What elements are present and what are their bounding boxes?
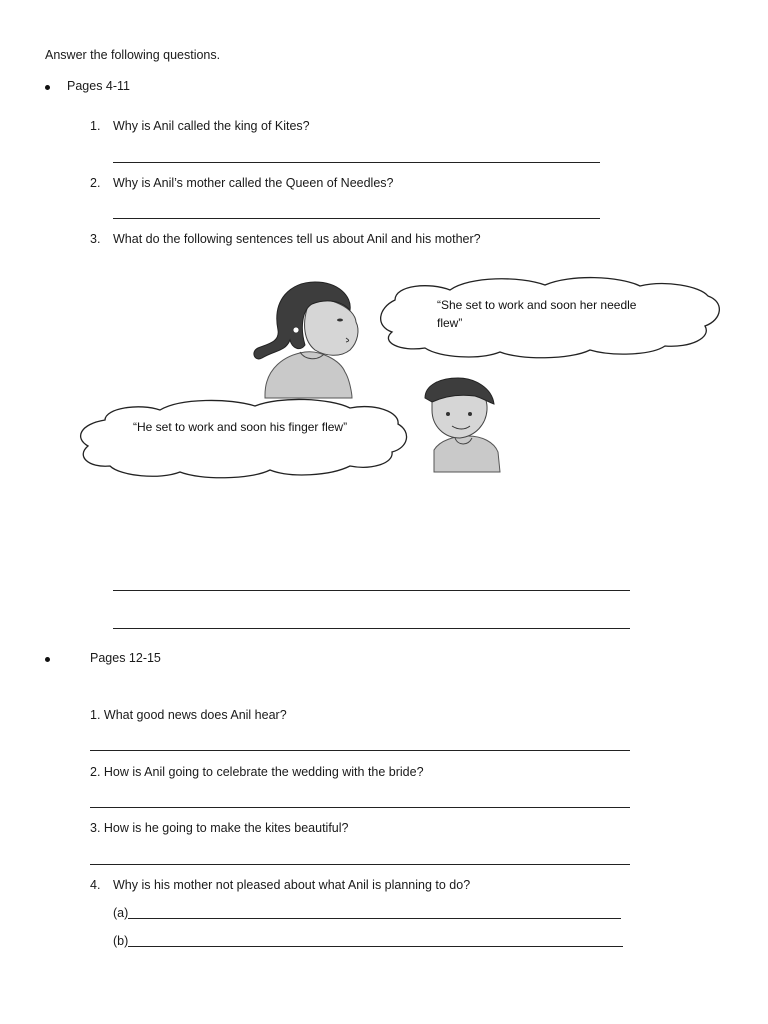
question-text: Why is his mother not pleased about what Anil is planning to do? <box>113 878 471 892</box>
question-s2-4 <box>90 878 470 892</box>
section-title-pages-4-11: Pages 4-11 <box>67 79 131 93</box>
question-text: Why is Anil called the king of Kites? <box>113 119 310 133</box>
bullet-icon <box>45 657 50 662</box>
answer-line[interactable] <box>128 946 623 947</box>
answer-line[interactable] <box>90 864 630 865</box>
question-number: 2. <box>90 176 101 190</box>
mother-quote: “She set to work and soon her needle flew” <box>437 298 637 330</box>
question-s2-2: 2. How is Anil going to celebrate the wedding with the bride? <box>90 765 424 779</box>
mother-figure <box>254 282 358 398</box>
question-s2-3: 3. How is he going to make the kites beautiful? <box>90 821 349 835</box>
answer-line[interactable] <box>90 807 630 808</box>
anil-figure <box>425 378 500 472</box>
question-number: 3. <box>90 232 101 246</box>
sub-answer-b <box>113 934 623 948</box>
answer-line[interactable] <box>113 628 630 629</box>
question-s2-1: 1. What good news does Anil hear? <box>90 708 287 722</box>
anil-speech-bubble <box>81 399 407 477</box>
anil-quote: “He set to work and soon his finger flew” <box>133 420 348 434</box>
page-heading: Answer the following questions. <box>45 48 221 62</box>
question-text: What do the following sentences tell us about Anil and his mother? <box>113 232 481 246</box>
sub-answer-a <box>113 906 621 920</box>
sub-answer-label: (b) <box>113 934 129 948</box>
question-number: 1. <box>90 119 101 133</box>
sub-answer-label: (a) <box>113 906 129 920</box>
question-text: Why is Anil’s mother called the Queen of Needles? <box>113 176 394 190</box>
answer-line[interactable] <box>90 750 630 751</box>
answer-line[interactable] <box>113 590 630 591</box>
answer-line[interactable] <box>128 918 621 919</box>
section-title-pages-12-15: Pages 12-15 <box>90 651 161 665</box>
question-number: 4. <box>90 878 101 892</box>
